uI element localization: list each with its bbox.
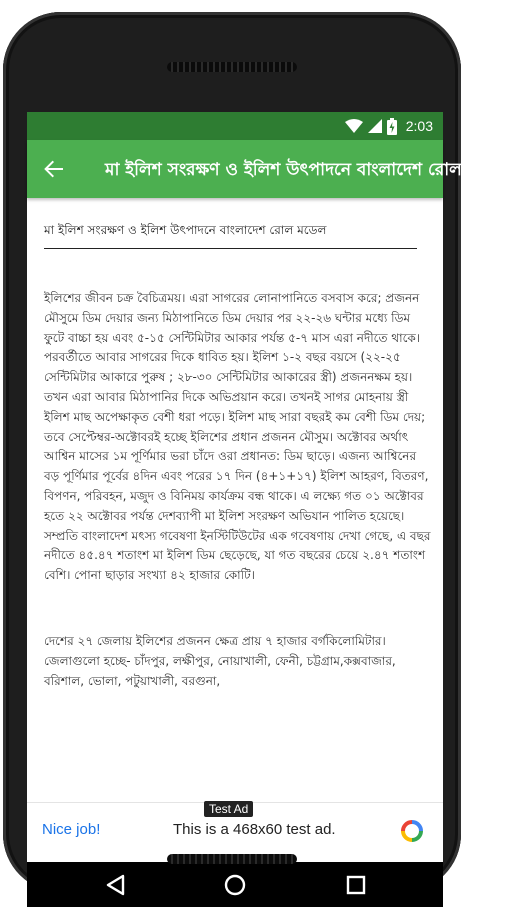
nav-back-icon[interactable]: [103, 872, 129, 898]
back-button[interactable]: [39, 155, 69, 183]
phone-frame: [3, 12, 509, 892]
battery-icon: [387, 118, 397, 135]
status-bar: [27, 112, 443, 140]
ad-logo-icon[interactable]: [400, 819, 424, 843]
bottom-speaker-grille: [167, 854, 297, 864]
ad-text[interactable]: This is a 468x60 test ad.: [173, 821, 336, 838]
test-ad-label: Test Ad: [204, 801, 253, 817]
app-bar-title: মা ইলিশ সংরক্ষণ ও ইলিশ উৎপাদনে বাংলাদেশ রোল মডেল: [105, 160, 509, 180]
article-paragraph-1: ইলিশের জীবন চক্র বৈচিত্রময়। এরা সাগরের লোনাপানিতে বসবাস করে; প্রজনন মৌসুমে ডিম দেয়ার জন্য মিঠাপানিতে ডিম দেয়ার পর ২২-২৬ ঘন্টার মধ্যে ডিম ফুটে বাচ্চা হয় এবং ৫-১৫ সেন্টিমিটার আকার পর্যন্ত ৫-৭ মাস এরা নদীতে থাকে। পরবর্তীতে আবার সাগরের দিকে ধাবিত হয়। ইলিশ ১-২ বছর বয়সে (২২-২৫ সেন্টিমিটার আকারে পুরুষ ; ২৮-৩০ সেন্টিমিটার আকারের স্ত্রী) প্রজননক্ষম হয়। তখন এরা আবার মিঠাপানির দিকে অভিপ্রয়ান করে। তখনই সাগর মোহনায় স্ত্রী ইলিশ মাছ অপেক্ষাকৃত বেশী ধরা পড়ে। ইলিশ মাছ সারা বছরই কম বেশী ডিম দেয়; তবে সেপ্টেম্বর-অক্টোবরই হচ্ছে ইলিশের প্রধান প্রজনন মৌসুম। অক্টোবর অর্থাৎ আশ্বিন মাসের ১ম পূর্ণিমার ভরা চাঁদে ওরা প্রধানত: ডিম ছাড়ে। এজন্য আশ্বিনের বড় পূর্ণিমার পূর্বের ৪দিন এবং পরের ১৭ দিন (৪+১+১৭) ইলিশ আহরণ, বিতরণ, বিপণন, পরিবহন, মজুদ ও বিনিময় কার্যক্রম বন্ধ থাকে। এ লক্ষ্যে গত ০১ অক্টোবর হতে ২২ অক্টোবর পর্যন্ত দেশব্যাপী মা ইলিশ সংরক্ষণ অভিযান পালিত হয়েছে। সম্প্রতি বাংলাদেশ মৎস্য গবেষণা ইনস্টিটিউটের এক গবেষণায় দেখা গেছে, এ বছর নদীতে ৪৫.৪৭ শতাংশ মা ইলিশ ডিম ছেড়েছে, যা গত বছরের চেয়ে ২.৪৭ শতাংশ বেশি। পোনা ছাড়ার সংখ্যা ৪২ হাজার কোটি।: [44, 291, 431, 583]
ad-cta-link[interactable]: Nice job!: [42, 821, 101, 838]
article-content[interactable]: [27, 198, 443, 802]
top-speaker-grille: [167, 62, 297, 72]
article-paragraph-2: দেশের ২৭ জেলায় ইলিশের প্রজনন ক্ষেত্র প্রায় ৭ হাজার বর্গকিলোমিটার। জেলাগুলো হচ্ছে- চাঁদপুর, লক্ষীপুর, নোয়াখালী, ফেনী, চট্টগ্রাম,কক্সবাজার, বরিশাল, ভোলা, পটুয়াখালী, বরগুনা,: [44, 634, 396, 688]
arrow-back-icon: [43, 158, 65, 180]
nav-recents-icon[interactable]: [343, 872, 369, 898]
article-heading: মা ইলিশ সংরক্ষণ ও ইলিশ উৎপাদনে বাংলাদেশ রোল মডেল: [44, 223, 327, 237]
status-icons: [345, 116, 433, 136]
nav-home-icon[interactable]: [222, 872, 248, 898]
navigation-bar: [27, 862, 443, 907]
cell-signal-icon: [368, 119, 382, 133]
status-clock: 2:03: [405, 118, 433, 134]
app-bar: [27, 140, 509, 198]
wifi-icon: [345, 119, 363, 133]
phone-screen: [27, 112, 509, 838]
heading-divider: [44, 248, 417, 249]
